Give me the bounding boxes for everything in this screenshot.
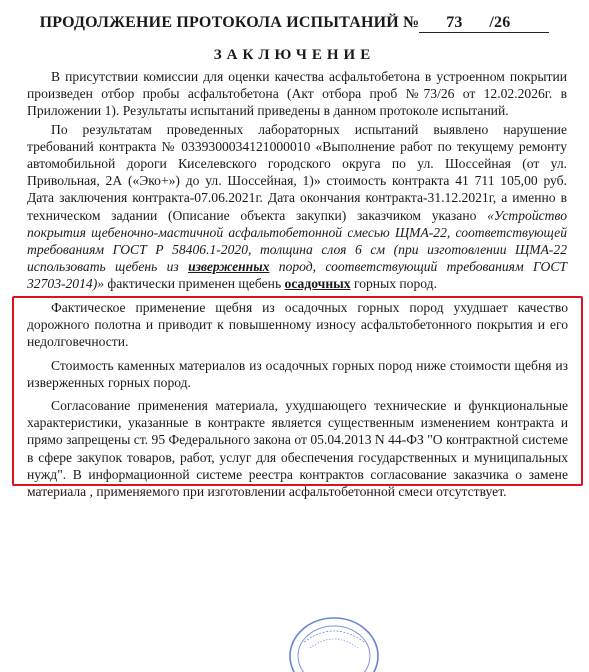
conclusion-body [27,68,567,293]
violation-quote-b: пород, соответствующий требованиям ГОСТ 32703-2014)» [27,259,567,292]
protocol-number: 73 [419,14,489,33]
paragraph-sampling: В присутствии комиссии для оценки качества асфальтобетона в устроенном покрытии произведен отбор пробы асфальтобетона (Акт отбора проб №73/26 от 12.02.2026г. в Приложении 1). Результаты испытаний приведены в данном протоколе испытаний. [27,69,567,119]
header-prefix: ПРОДОЛЖЕНИЕ ПРОТОКОЛА ИСПЫТАНИЙ № [39,14,420,31]
paragraph-quality-impact: Фактическое применение щебня из осадочных горных пород ухудшает качество дорожного полотна и приводит к повышенному износу асфальтобетонного покрытия и его недолговечности. [27,300,568,350]
protocol-header [0,14,589,33]
violation-quote-emphasis: изверженных [188,259,270,275]
paragraph-legal: Согласование применения материала, ухудшающего технические и функциональные характеристики, указанные в контракте является существенным изменением контракта и прямо запрещены ст. 95 Федерального закона от 05.04.2013 N 44-ФЗ "О контрактной системе в сфере закупок товаров, работ, услуг для обеспечения государственных и муниципальных нужд". В информационной системе реестра контрактов согласование заказчика о замене материала , применяемого при изготовлении асфальтобетонной смеси отсутствует. [27,398,568,500]
violation-text-c: горных пород. [350,276,437,292]
violation-text-b: фактически применен щебень [104,276,285,292]
paragraph-violation [27,121,567,293]
violation-emphasis-sedimentary: осадочных [284,276,351,292]
protocol-suffix: /26 [489,14,549,33]
conclusion-title: ЗАКЛЮЧЕНИЕ [213,47,376,63]
violation-text-a: По результатам проведенных лабораторных испытаний выявлено нарушение требований контракта № 0339300034121000010 «Выполнение работ по текущему ремонту автомобильной дороги Киселевского городского округа по ул. Шоссейная (от ул. Привольная, 2А («Эко+») до ул. Шоссейная, 1)» стоимость контракта 41 711 105,00 руб. Дата заключения контракта-07.06.2021г. Дата окончания контракта-31.12.2021г, а именно в техническом задании (Описание объекта закупки) заказчиком указано [27,121,567,223]
highlighted-conclusions [27,299,568,500]
official-seal-icon [286,612,382,672]
violation-quote-a: «Устройство покрытия щебеночно-мастичной асфальтобетонной смесью ЩМА-22, соответствующей требованиям ГОСТ Р 58406.1-2020, толщина слоя 6 см (при изготовлении ЩМА-22 использовать щебень из [27,207,567,275]
paragraph-cost: Стоимость каменных материалов из осадочных горных пород ниже стоимости щебня из изверженных горных пород. [27,357,568,390]
